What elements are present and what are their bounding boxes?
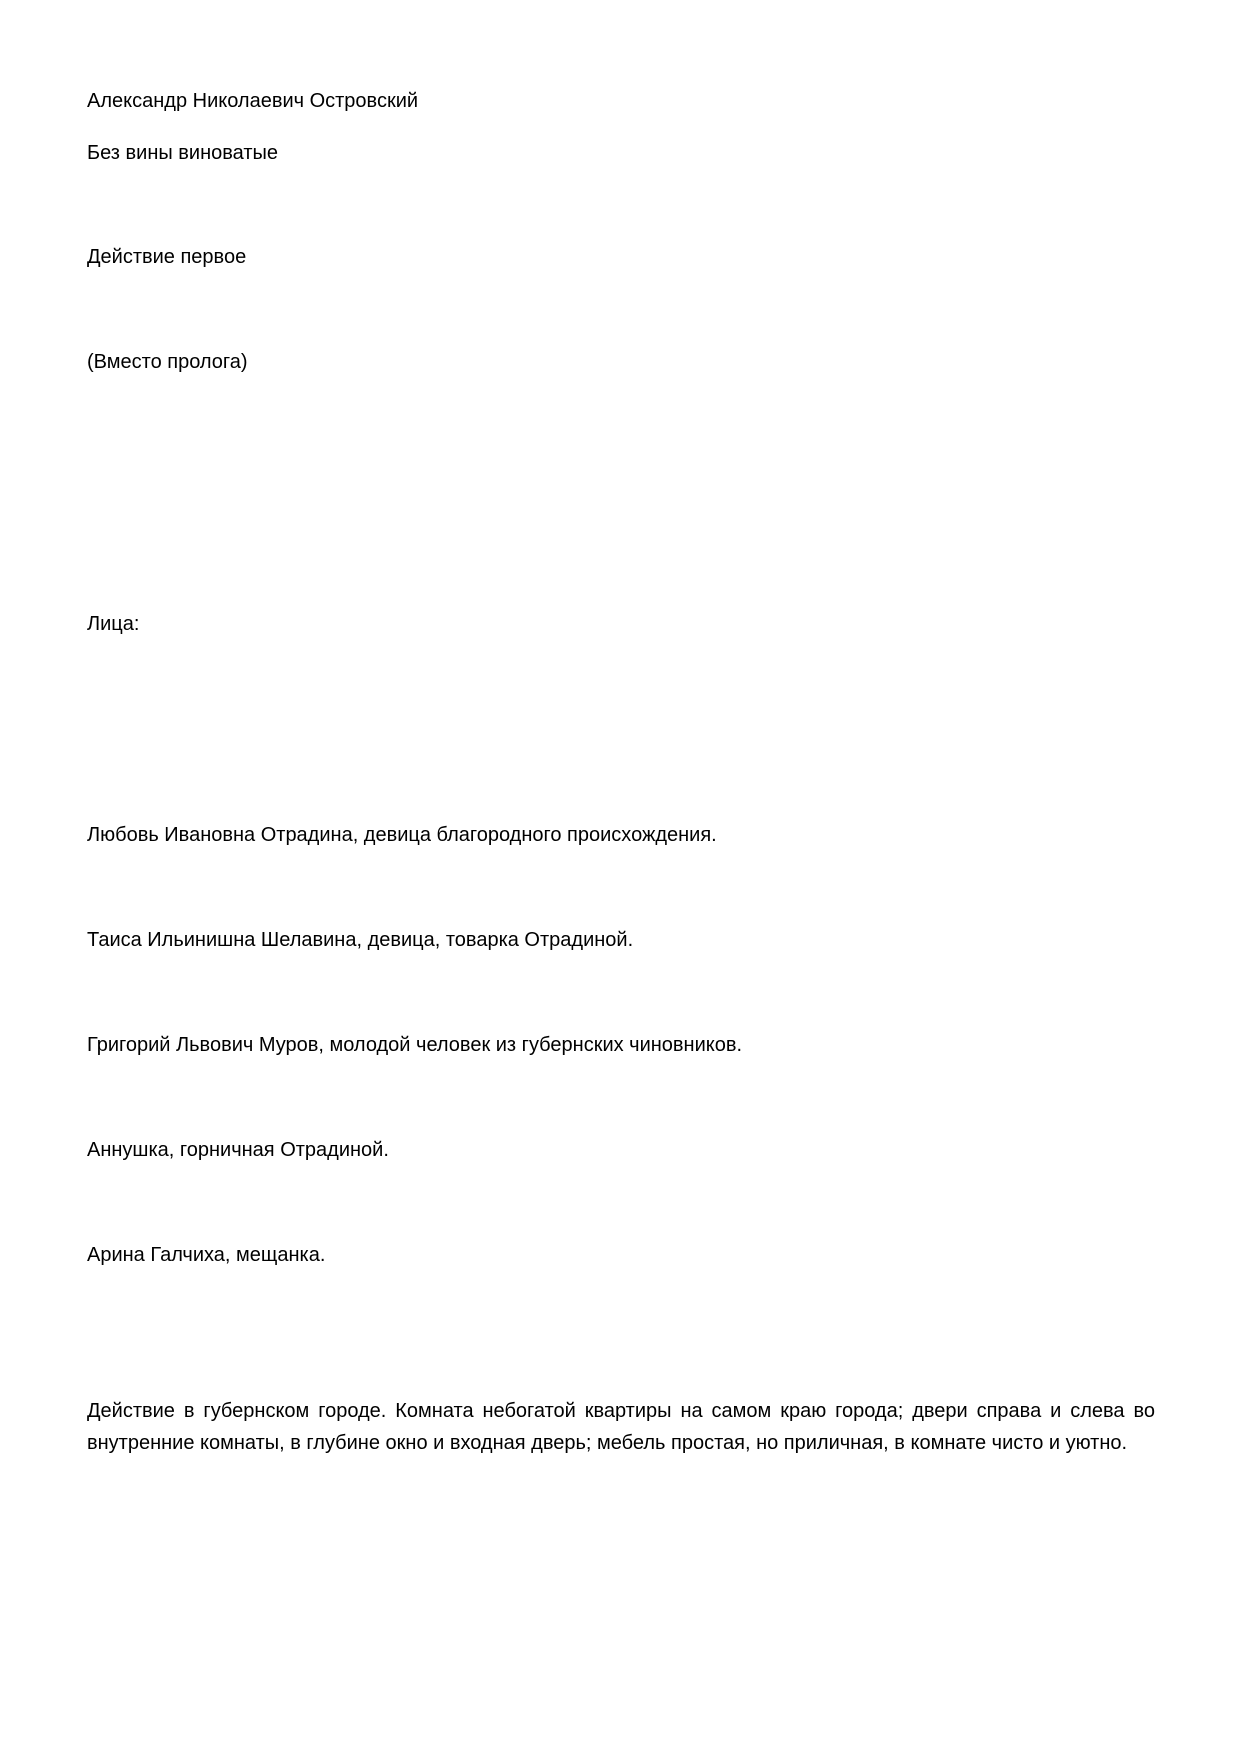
act-subtitle: (Вместо пролога) xyxy=(87,351,248,373)
character-item: Арина Галчиха, мещанка. xyxy=(87,1244,326,1266)
act-heading: Действие первое xyxy=(87,246,247,268)
character-item: Григорий Львович Муров, молодой человек из губернских чиновников. xyxy=(87,1034,743,1056)
setting-description: Действие в губернском городе. Комната небогатой квартиры на самом краю города; двери справа и слева во внутренние комнаты, в глубине окно и входная дверь; мебель простая, но приличная, в комнате чисто и уютно. xyxy=(87,1400,1155,1454)
play-title: Без вины виноватые xyxy=(87,142,279,164)
author-name: Александр Николаевич Островский xyxy=(87,90,419,112)
character-item: Любовь Ивановна Отрадина, девица благородного происхождения. xyxy=(87,824,717,846)
character-item: Аннушка, горничная Отрадиной. xyxy=(87,1139,389,1161)
characters-heading: Лица: xyxy=(87,613,140,635)
character-item: Таиса Ильинишна Шелавина, девица, товарка Отрадиной. xyxy=(87,929,634,951)
